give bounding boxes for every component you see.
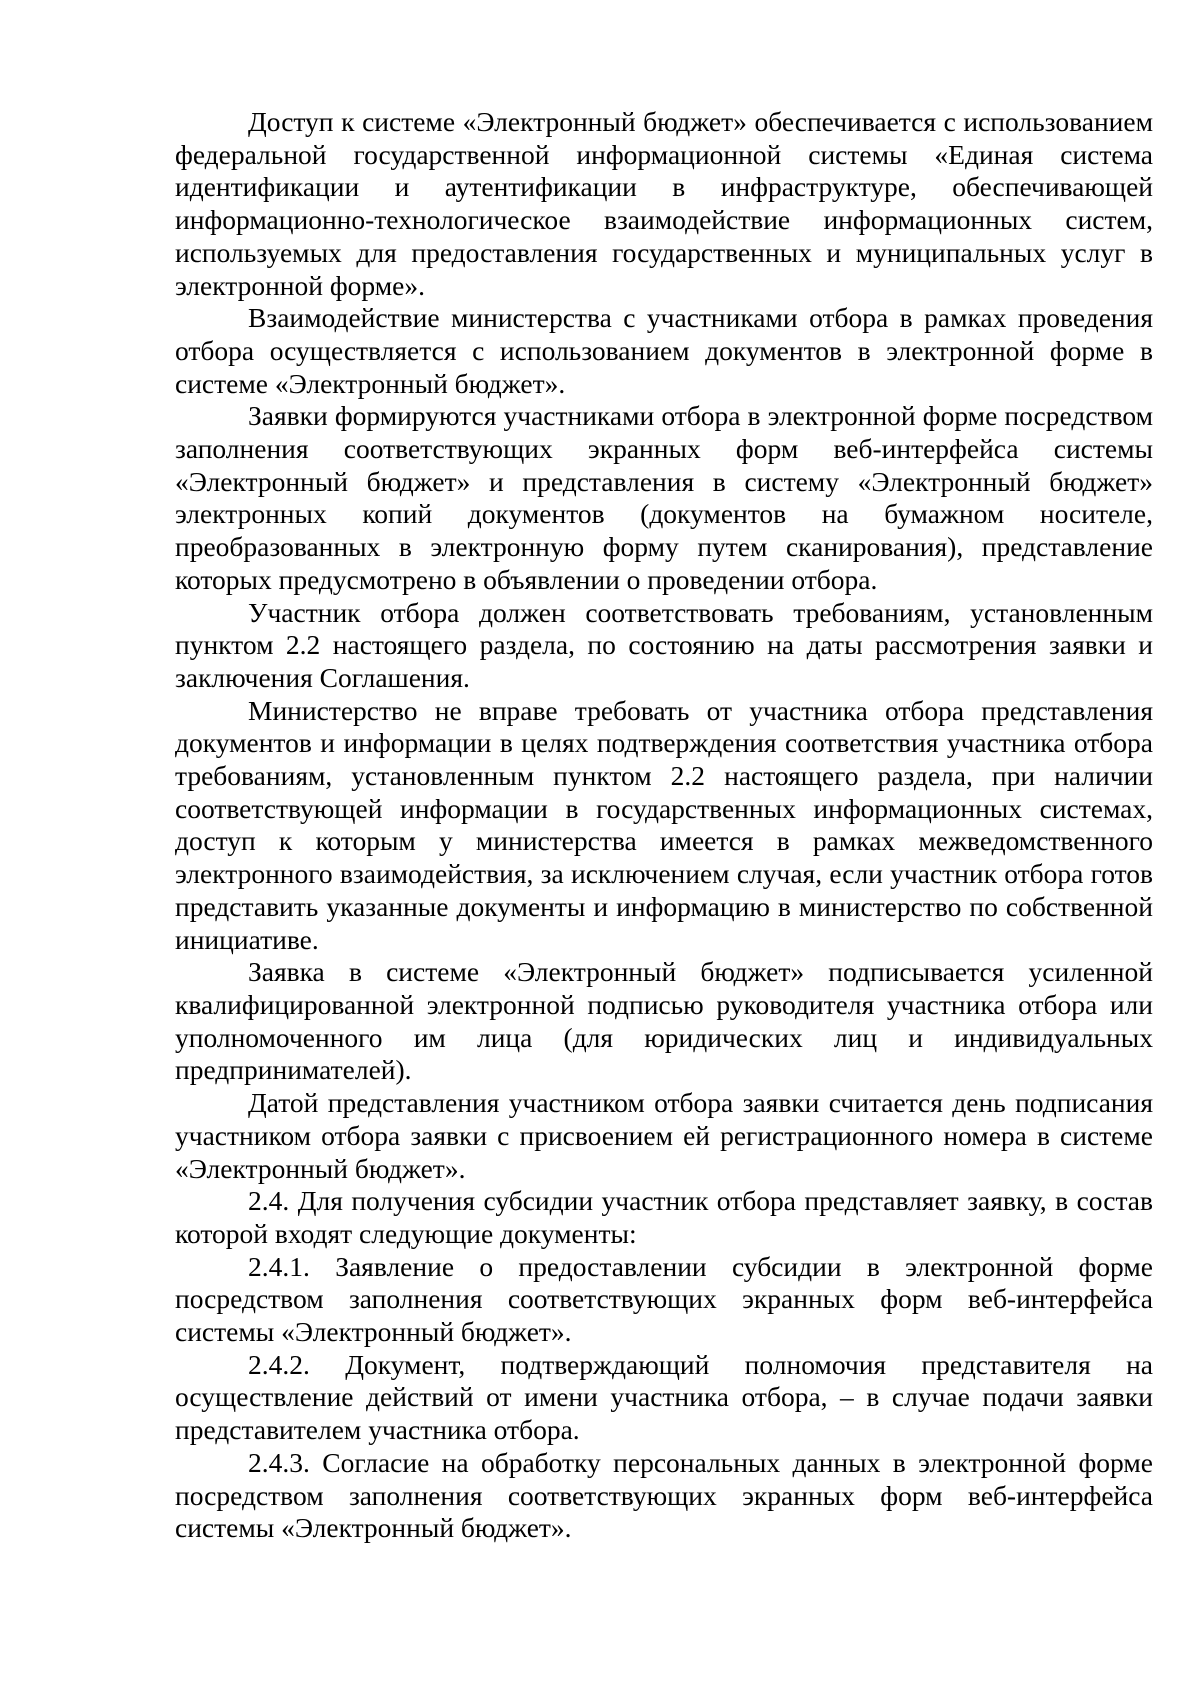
paragraph-signature: Заявка в системе «Электронный бюджет» подписывается усиленной квалифицированной электронной подписью руководителя участника отбора или уполномоченного им лица (для юридических лиц и индивидуальных предпринимателей). <box>175 956 1153 1086</box>
paragraph-applications: Заявки формируются участниками отбора в электронной форме посредством заполнения соответствующих экранных форм веб-интерфейса системы «Электронный бюджет» и представления в систему «Электронный бюджет» электронных копий документов (документов на бумажном носителе, преобразованных в электронную форму путем сканирования), представление которых предусмотрено в объявлении о проведении отбора. <box>175 400 1153 595</box>
paragraph-access: Доступ к системе «Электронный бюджет» обеспечивается с использованием федеральной государственной информационной системы «Единая система идентификации и аутентификации в инфраструктуре, обеспечивающей информационно-технологическое взаимодействие информационных систем, используемых для предоставления государственных и муниципальных услуг в электронной форме». <box>175 106 1153 301</box>
paragraph-requirements: Участник отбора должен соответствовать требованиям, установленным пунктом 2.2 настоящего раздела, по состоянию на даты рассмотрения заявки и заключения Соглашения. <box>175 596 1153 693</box>
paragraph-interaction: Взаимодействие министерства с участниками отбора в рамках проведения отбора осуществляется с использованием документов в электронной форме в системе «Электронный бюджет». <box>175 302 1153 399</box>
paragraph-2-4-2: 2.4.2. Документ, подтверждающий полномочия представителя на осуществление действий от имени участника отбора, – в случае подачи заявки представителем участника отбора. <box>175 1348 1153 1446</box>
paragraph-2-4-3: 2.4.3. Согласие на обработку персональных данных в электронной форме посредством заполнения соответствующих экранных форм веб-интерфейса системы «Электронный бюджет». <box>175 1446 1153 1544</box>
paragraph-2-4-1: 2.4.1. Заявление о предоставлении субсидии в электронной форме посредством заполнения соответствующих экранных форм веб-интерфейса системы «Электронный бюджет». <box>175 1250 1153 1348</box>
paragraph-submission-date: Датой представления участником отбора заявки считается день подписания участником отбора заявки с присвоением ей регистрационного номера в системе «Электронный бюджет». <box>175 1087 1153 1184</box>
paragraph-2-4: 2.4. Для получения субсидии участник отбора представляет заявку, в состав которой входят следующие документы: <box>175 1185 1153 1249</box>
paragraph-ministry: Министерство не вправе требовать от участника отбора представления документов и информации в целях подтверждения соответствия участника отбора требованиям, установленным пунктом 2.2 настоящего раздела, при наличии соответствующей информации в государственных информационных системах, доступ к которым у министерства имеется в рамках межведомственного электронного взаимодействия, за исключением случая, если участник отбора готов представить указанные документы и информацию в министерство по собственной инициативе. <box>175 694 1153 955</box>
document-page <box>175 106 1153 1545</box>
